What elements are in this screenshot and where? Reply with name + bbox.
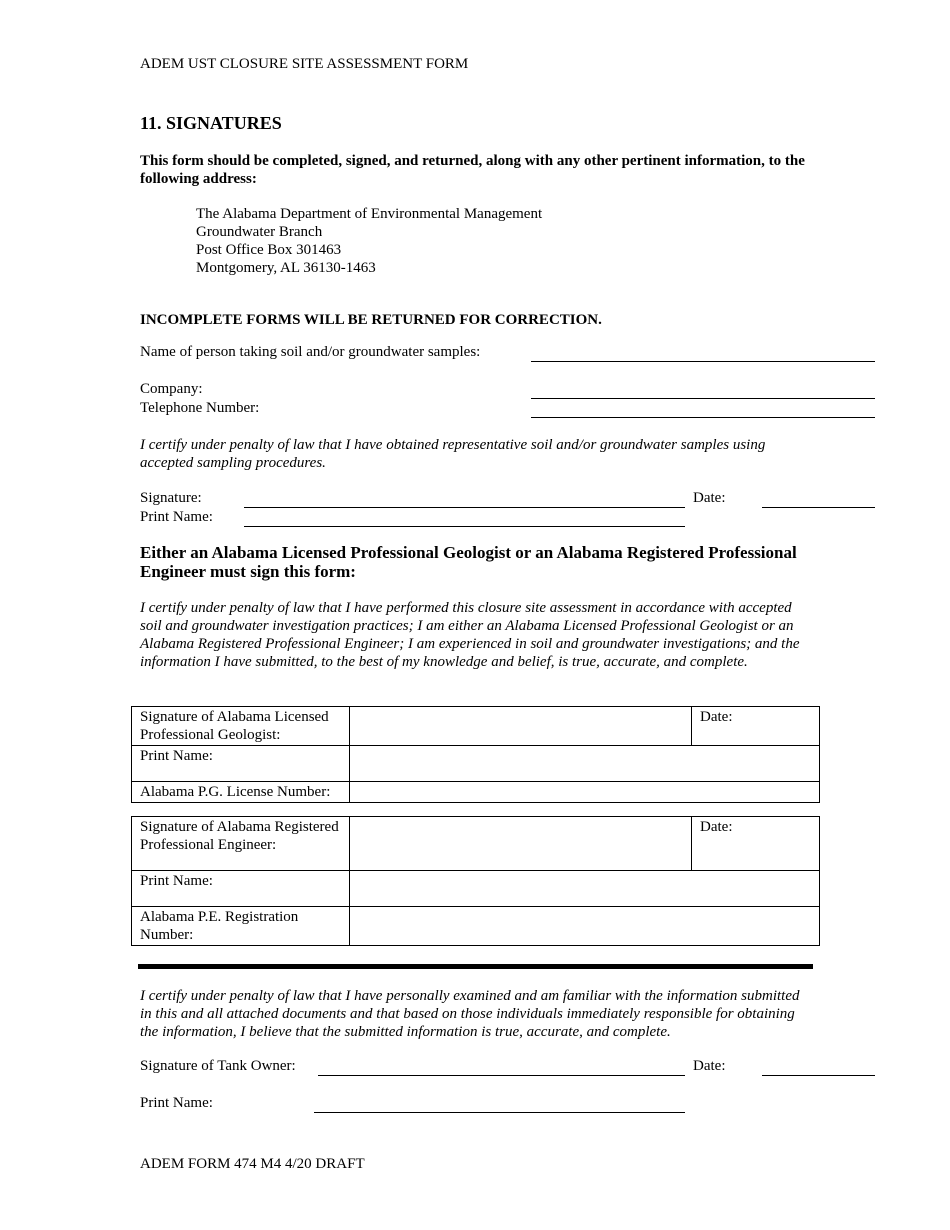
- geologist-print-name-label: Print Name:: [132, 746, 350, 782]
- telephone-field[interactable]: [531, 417, 875, 418]
- sampler-signature-label: Signature:: [140, 490, 202, 506]
- company-label: Company:: [140, 381, 203, 397]
- owner-date-label: Date:: [693, 1058, 726, 1074]
- owner-signature-field[interactable]: [318, 1075, 685, 1076]
- geologist-date-cell[interactable]: [692, 707, 820, 746]
- address-line: The Alabama Department of Environmental Management: [196, 206, 543, 222]
- company-field[interactable]: [531, 398, 875, 399]
- engineer-signature-table: [131, 816, 820, 946]
- sampler-print-name-field[interactable]: [244, 526, 685, 527]
- engineer-signature-label: Signature of Alabama Registered Professional Engineer:: [132, 817, 350, 871]
- sampler-date-field[interactable]: [762, 507, 875, 508]
- owner-signature-label: Signature of Tank Owner:: [140, 1058, 296, 1074]
- geologist-print-name-field[interactable]: [350, 746, 820, 782]
- professional-certification: I certify under penalty of law that I have performed this closure site assessment in accordance with accepted soil and groundwater investigation practices; I am either an Alabama Licensed Professional Geologist or an Alabama Registered Professional Engineer; I am experienced in soil and groundwater investigations; and the information I have submitted, to the best of my knowledge and belief, is true, accurate, and complete.: [140, 600, 800, 670]
- sampler-print-name-label: Print Name:: [140, 509, 213, 525]
- incomplete-warning: INCOMPLETE FORMS WILL BE RETURNED FOR CORRECTION.: [140, 312, 602, 328]
- geologist-license-field[interactable]: [350, 782, 820, 803]
- instructions: This form should be completed, signed, and returned, along with any other pertinent information, to the following address:: [140, 153, 805, 187]
- geologist-signature-label: Signature of Alabama Licensed Professional Geologist:: [132, 707, 350, 746]
- telephone-label: Telephone Number:: [140, 400, 260, 416]
- professional-heading: Either an Alabama Licensed Professional Geologist or an Alabama Registered Professional Engineer must sign this form:: [140, 543, 797, 581]
- owner-print-name-label: Print Name:: [140, 1095, 213, 1111]
- owner-date-field[interactable]: [762, 1075, 875, 1076]
- address-line: Groundwater Branch: [196, 224, 323, 240]
- engineer-date-cell[interactable]: [692, 817, 820, 871]
- engineer-registration-label: Alabama P.E. Registration Number:: [132, 907, 350, 946]
- sampler-certification: I certify under penalty of law that I have obtained representative soil and/or groundwater samples using accepted sampling procedures.: [140, 437, 766, 471]
- geologist-signature-field[interactable]: [350, 707, 692, 746]
- geologist-signature-table: [131, 706, 820, 803]
- owner-print-name-field[interactable]: [314, 1112, 685, 1113]
- sampler-name-field[interactable]: [531, 361, 875, 362]
- form-footer: ADEM FORM 474 M4 4/20 DRAFT: [140, 1156, 365, 1172]
- owner-certification: I certify under penalty of law that I have personally examined and am familiar with the information submitted in this and all attached documents and that based on those individuals immediately responsible for obtaining the information, I believe that the submitted information is true, accurate, and complete.: [140, 988, 800, 1040]
- engineer-print-name-label: Print Name:: [132, 871, 350, 907]
- sampler-date-label: Date:: [693, 490, 726, 506]
- address-line: Post Office Box 301463: [196, 242, 342, 258]
- geologist-license-label: Alabama P.G. License Number:: [132, 782, 350, 803]
- mailing-address: [196, 205, 542, 277]
- geologist-date-label: Date:: [700, 709, 733, 725]
- section-divider: [138, 964, 813, 969]
- sampler-name-label: Name of person taking soil and/or groundwater samples:: [140, 344, 481, 360]
- engineer-date-label: Date:: [700, 819, 733, 835]
- engineer-registration-field[interactable]: [350, 907, 820, 946]
- address-line: Montgomery, AL 36130-1463: [196, 260, 376, 276]
- form-header: ADEM UST CLOSURE SITE ASSESSMENT FORM: [140, 56, 469, 72]
- engineer-print-name-field[interactable]: [350, 871, 820, 907]
- section-title: 11. SIGNATURES: [140, 113, 282, 133]
- engineer-signature-field[interactable]: [350, 817, 692, 871]
- sampler-signature-field[interactable]: [244, 507, 685, 508]
